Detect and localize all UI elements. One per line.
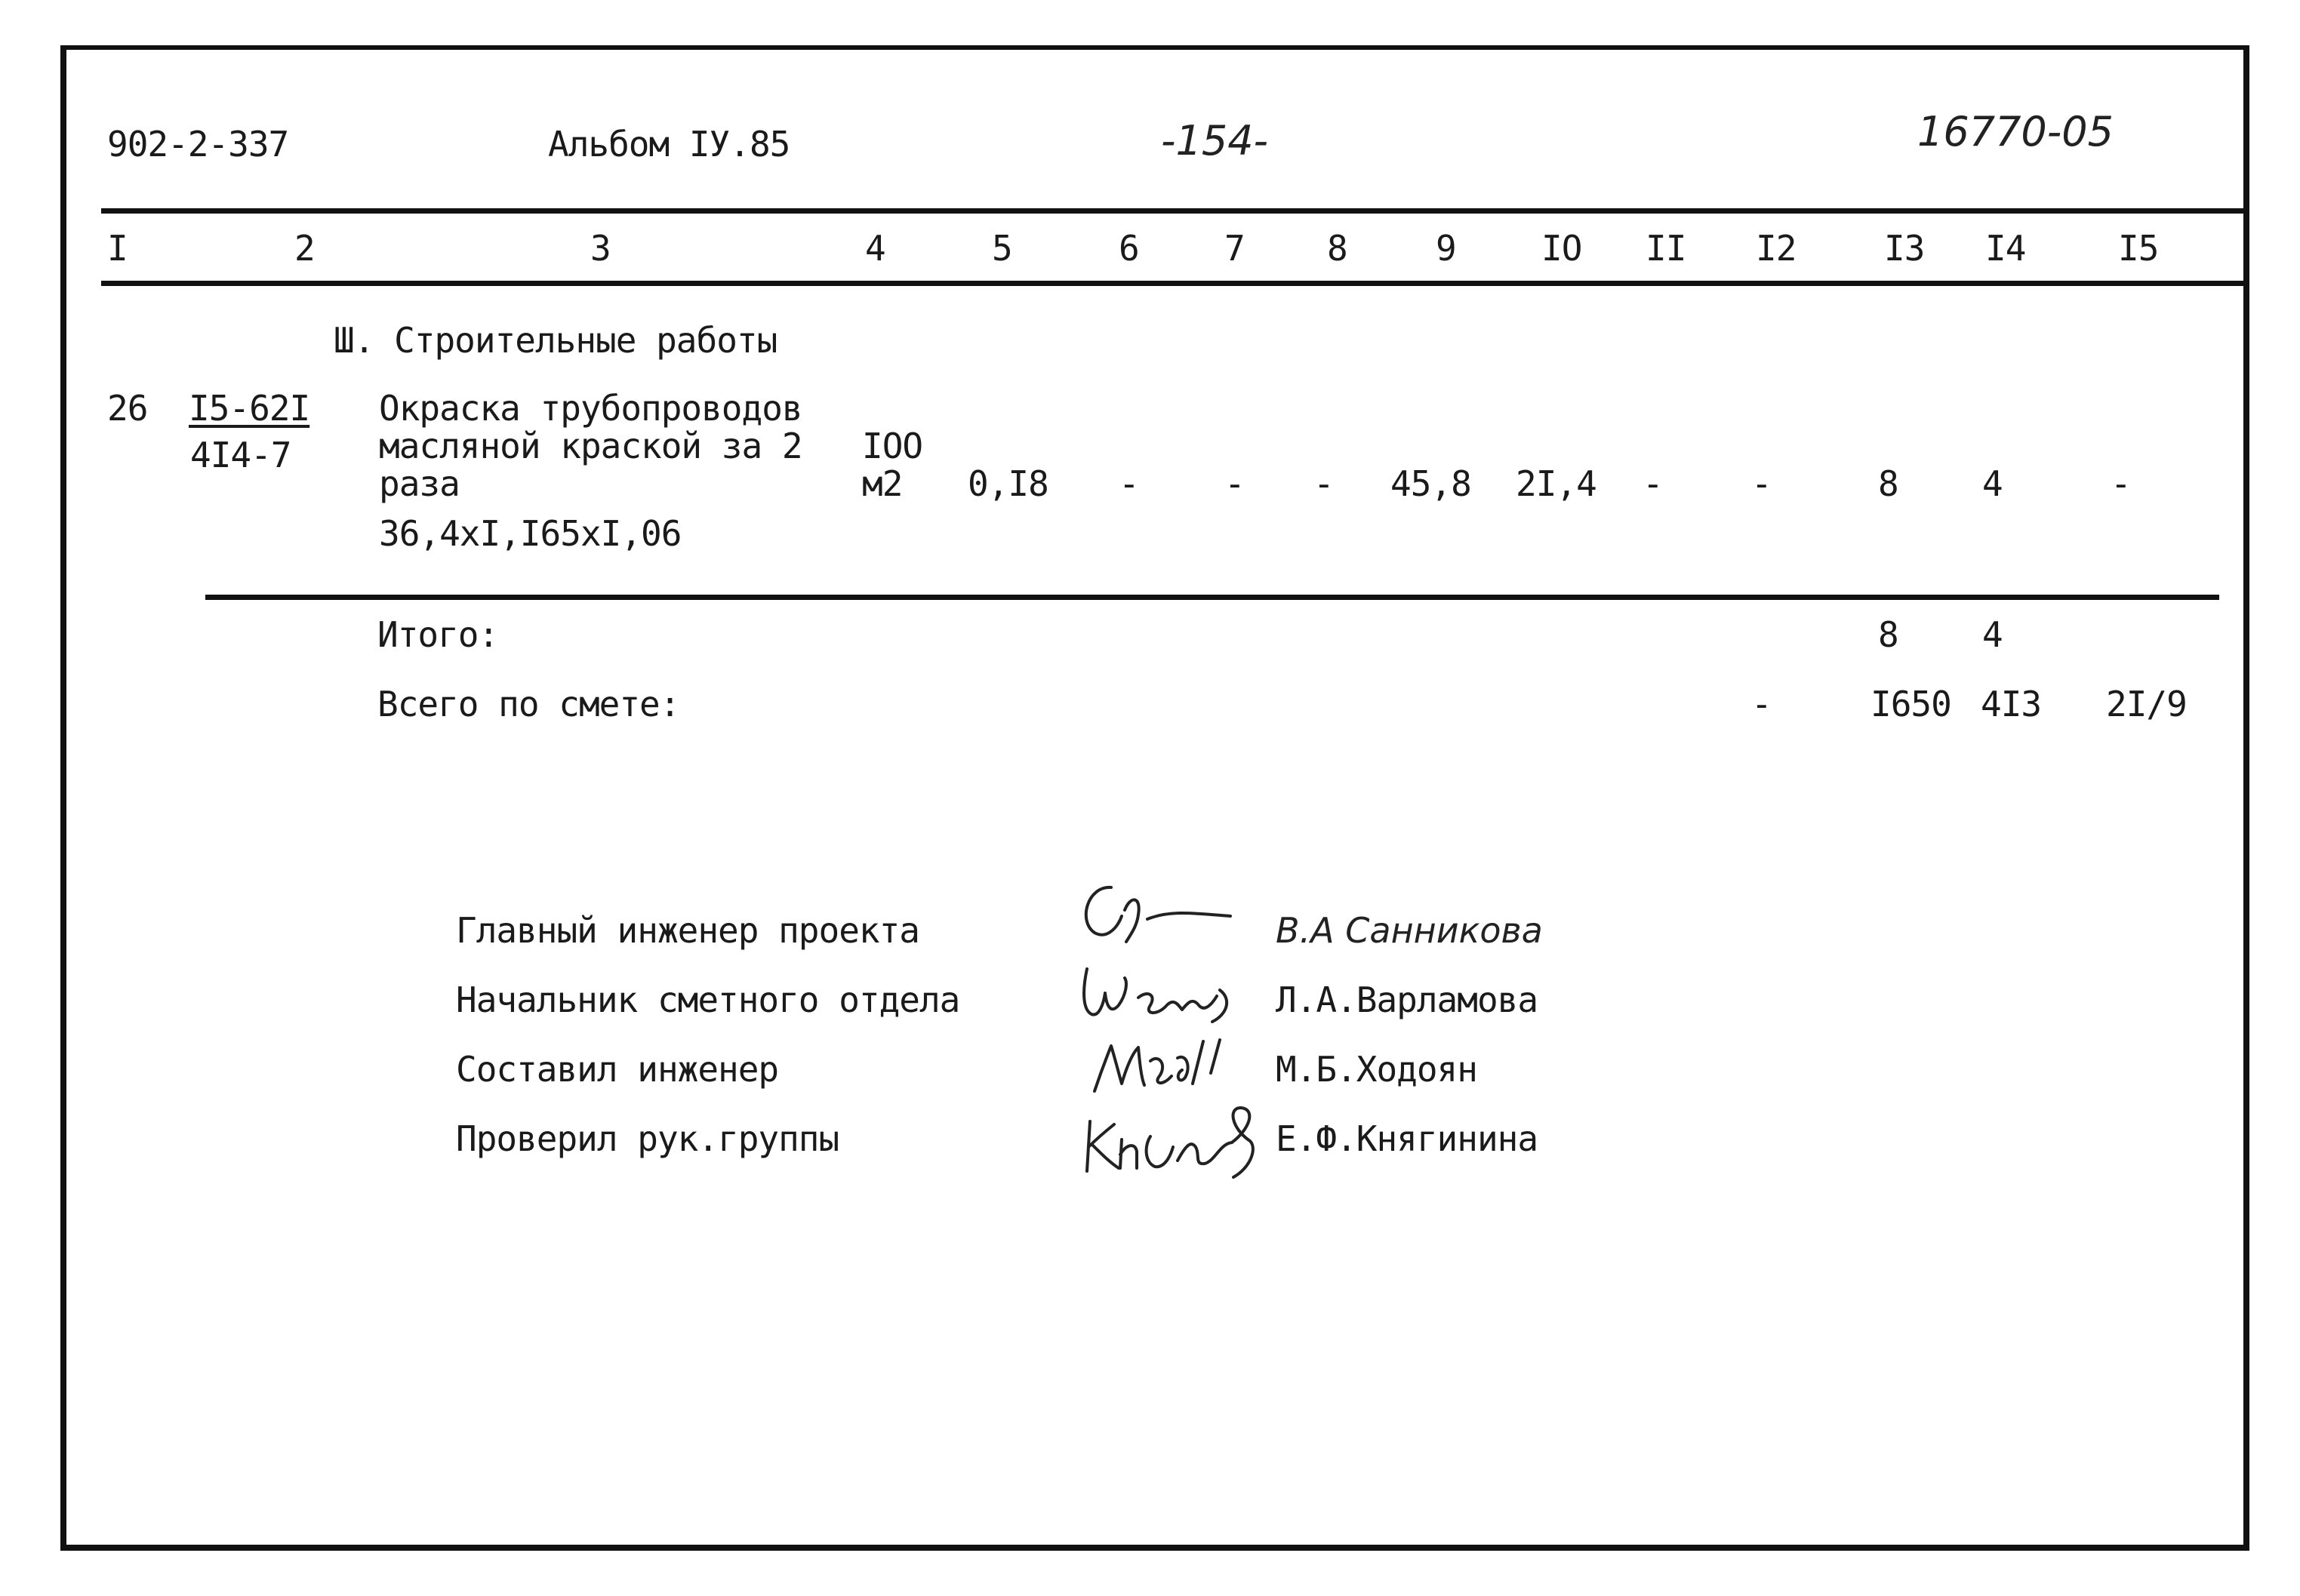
vsego-label: Всего по смете: (377, 684, 680, 724)
signatory-role: Составил инженер (456, 1049, 779, 1090)
vsego-col12: - (1751, 684, 1772, 724)
signatory-role: Начальник сметного отдела (456, 979, 960, 1020)
header-rule-bottom (101, 281, 2245, 286)
col-header: 8 (1327, 228, 1347, 269)
signatory-name: Л.А.Варламова (1276, 979, 1538, 1020)
signatory-role: Проверил рук.группы (456, 1118, 839, 1159)
col-header: 5 (992, 228, 1012, 269)
price-code: I5-62I (189, 388, 310, 429)
signatory-name: Е.Ф.Княгинина (1276, 1118, 1538, 1159)
col-header: 4 (865, 228, 885, 269)
totals-rule (205, 595, 2219, 600)
col-header: II (1646, 228, 1686, 269)
col-header: 7 (1224, 228, 1245, 269)
itogo-col13: 8 (1878, 614, 1898, 655)
archive-number: 16770-05 (1917, 108, 2114, 155)
work-description-line: Окраска трубопроводов (379, 388, 802, 429)
cell-col15: - (2111, 463, 2131, 504)
handwritten-signature (1072, 960, 1253, 1028)
col-header: I5 (2118, 228, 2159, 269)
col-header: 2 (294, 228, 315, 269)
signatory-name: М.Б.Ходоян (1276, 1049, 1477, 1090)
cell-col6: - (1119, 463, 1139, 504)
col-header: I2 (1756, 228, 1797, 269)
col-header: I4 (1985, 228, 2026, 269)
cell-col9: 45,8 (1390, 463, 1471, 504)
unit-measure: м2 (862, 463, 903, 504)
row-number: 26 (107, 388, 148, 429)
col-header: I3 (1884, 228, 1925, 269)
handwritten-signature (1072, 1099, 1283, 1182)
work-description-line: масляной краской за 2 (379, 426, 802, 466)
col-header: 3 (590, 228, 611, 269)
signatory-name: В.А Санникова (1276, 910, 1543, 951)
cell-col5: 0,I8 (968, 463, 1048, 504)
unit-value: IОО (862, 426, 923, 466)
col-header: I (107, 228, 128, 269)
cell-col14: 4 (1982, 463, 2003, 504)
itogo-col14: 4 (1982, 614, 2003, 655)
vsego-col14: 4I3 (1981, 684, 2042, 724)
itogo-label: Итого: (377, 614, 499, 655)
price-subcode: 4I4-7 (190, 435, 291, 475)
col-header: IO (1541, 228, 1582, 269)
page-frame (60, 45, 2249, 1551)
cell-col7: - (1224, 463, 1245, 504)
vsego-col15: 2I/9 (2106, 684, 2187, 724)
section-title: Ш. Строительные работы (334, 320, 777, 361)
col-header: 9 (1436, 228, 1456, 269)
quantity-formula: 36,4хI,I65хI,06 (379, 513, 682, 554)
cell-col11: - (1643, 463, 1663, 504)
cell-col12: - (1751, 463, 1772, 504)
signatory-role: Главный инженер проекта (456, 910, 919, 951)
work-description-line: раза (379, 463, 460, 504)
album-title: Альбом IУ.85 (548, 124, 790, 165)
cell-col8: - (1313, 463, 1334, 504)
col-header: 6 (1119, 228, 1139, 269)
page-number: -154- (1161, 117, 1269, 165)
handwritten-signature (1072, 880, 1238, 948)
doc-code: 902-2-337 (107, 124, 289, 165)
header-rule-top (101, 208, 2245, 214)
handwritten-signature (1072, 1031, 1238, 1099)
cell-col13: 8 (1878, 463, 1898, 504)
cell-col10: 2I,4 (1516, 463, 1596, 504)
vsego-col13: I650 (1870, 684, 1951, 724)
